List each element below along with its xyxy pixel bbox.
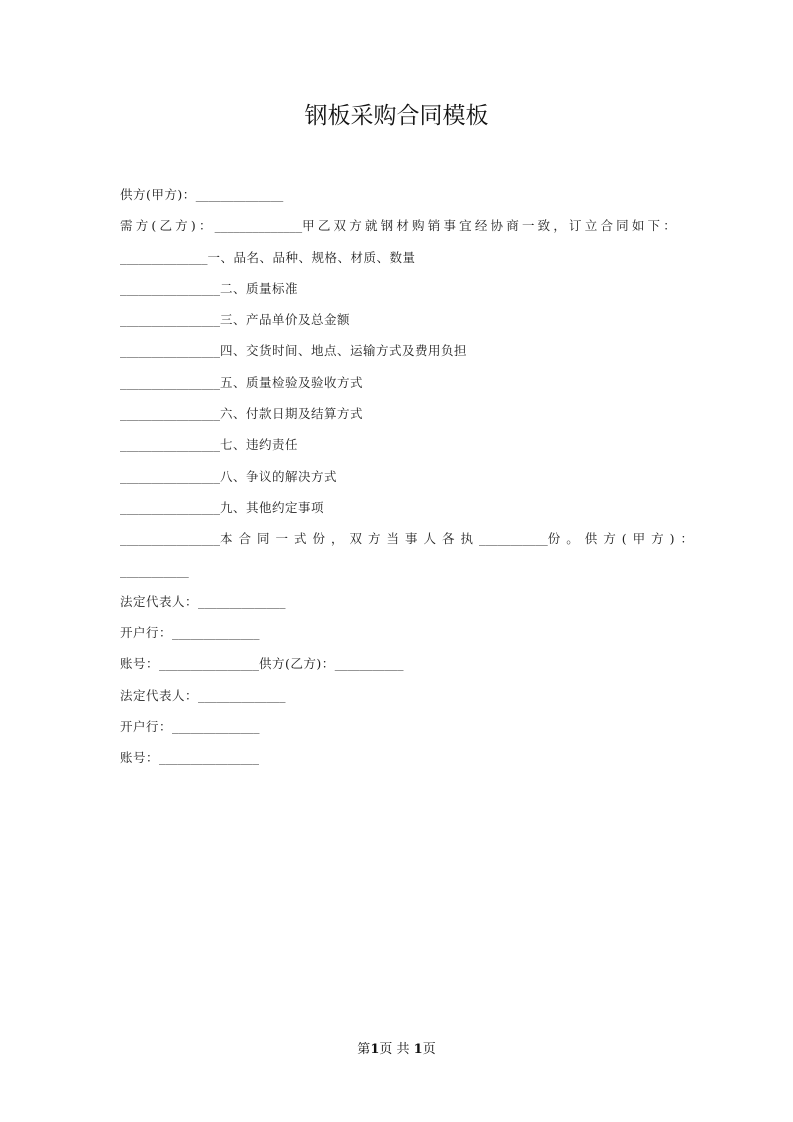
line-label: 开户行： xyxy=(120,625,173,641)
fill-blank[interactable]: ________________ xyxy=(159,656,260,672)
fill-blank[interactable]: ___________ xyxy=(120,562,189,578)
clause-heading: 五、质量检验及验收方式 xyxy=(220,374,364,390)
clause-6-line xyxy=(120,400,680,431)
fill-blank[interactable]: ________________ xyxy=(120,406,220,422)
supplier-line xyxy=(120,181,680,212)
clause-heading: 八、争议的解决方式 xyxy=(220,468,338,484)
page-footer xyxy=(0,1040,793,1060)
supplier-name-line xyxy=(120,557,680,588)
clause-1-line xyxy=(120,244,680,275)
line-label: 账号： xyxy=(120,656,160,672)
line-label: 供方(甲方)： xyxy=(120,187,196,202)
bank-line-2 xyxy=(120,713,680,744)
clause-heading: 六、付款日期及结算方式 xyxy=(220,406,364,422)
fill-blank[interactable]: ______________ xyxy=(120,249,208,265)
clause-heading: 一、品名、品种、规格、材质、数量 xyxy=(207,249,416,265)
line-text: 甲乙双方就钢材购销事宜经协商一致，订立合同如下： xyxy=(302,218,679,234)
fill-blank[interactable]: ________________ xyxy=(120,280,220,296)
fill-blank[interactable]: ___________ xyxy=(334,656,404,672)
clause-9-line xyxy=(120,494,680,525)
contract-body xyxy=(120,181,700,776)
footer-prefix: 第 xyxy=(357,1042,371,1057)
clause-5-line xyxy=(120,369,680,400)
legal-rep-line-2 xyxy=(120,682,680,713)
buyer-line xyxy=(120,212,680,243)
bank-line xyxy=(120,619,680,650)
footer-suffix: 页 xyxy=(422,1042,436,1057)
fill-blank[interactable]: ________________ xyxy=(120,343,220,359)
fill-blank[interactable]: ________________ xyxy=(120,531,220,547)
document-title: 钢板采购合同模板 xyxy=(304,103,489,129)
legal-rep-line xyxy=(120,588,680,619)
fill-blank[interactable]: ______________ xyxy=(172,625,260,641)
fill-blank[interactable]: ________________ xyxy=(120,374,220,390)
total-pages: 1 xyxy=(413,1042,423,1057)
fill-blank[interactable]: ________________ xyxy=(120,499,220,515)
line-text: 本合同一式份，双方当事人各执 xyxy=(220,531,480,547)
line-label: 需方(乙方)： xyxy=(120,218,215,234)
clause-2-line xyxy=(120,275,680,306)
copies-count-blank[interactable]: ___________ xyxy=(479,531,548,547)
page-number: 1 xyxy=(370,1042,380,1057)
clause-4-line xyxy=(120,337,680,368)
copies-line xyxy=(120,525,700,556)
account-line-2 xyxy=(120,744,680,775)
fill-blank[interactable]: ______________ xyxy=(198,593,286,609)
line-text: 供方(乙方)： xyxy=(259,656,335,672)
fill-blank[interactable]: ______________ xyxy=(172,719,260,735)
clause-3-line xyxy=(120,306,680,337)
clause-8-line xyxy=(120,463,680,494)
line-label: 法定代表人： xyxy=(120,593,199,609)
clause-heading: 三、产品单价及总金额 xyxy=(220,312,351,328)
fill-blank[interactable]: ______________ xyxy=(198,687,286,703)
clause-heading: 二、质量标准 xyxy=(220,280,299,296)
fill-blank[interactable]: ______________ xyxy=(195,187,284,202)
fill-blank[interactable]: ________________ xyxy=(120,437,220,453)
line-label: 法定代表人： xyxy=(120,687,199,703)
line-text: 份。供方(甲方)： xyxy=(547,531,700,547)
account-line xyxy=(120,650,680,681)
fill-blank[interactable]: ______________ xyxy=(214,218,303,234)
fill-blank[interactable]: ________________ xyxy=(159,750,260,766)
clause-heading: 四、交货时间、地点、运输方式及费用负担 xyxy=(220,343,468,359)
clause-7-line xyxy=(120,431,680,462)
clause-heading: 七、违约责任 xyxy=(220,437,299,453)
line-label: 开户行： xyxy=(120,719,173,735)
fill-blank[interactable]: ________________ xyxy=(120,468,220,484)
fill-blank[interactable]: ________________ xyxy=(120,312,220,328)
clause-heading: 九、其他约定事项 xyxy=(220,499,325,515)
line-label: 账号： xyxy=(120,750,160,766)
footer-mid: 页 共 xyxy=(379,1042,410,1057)
